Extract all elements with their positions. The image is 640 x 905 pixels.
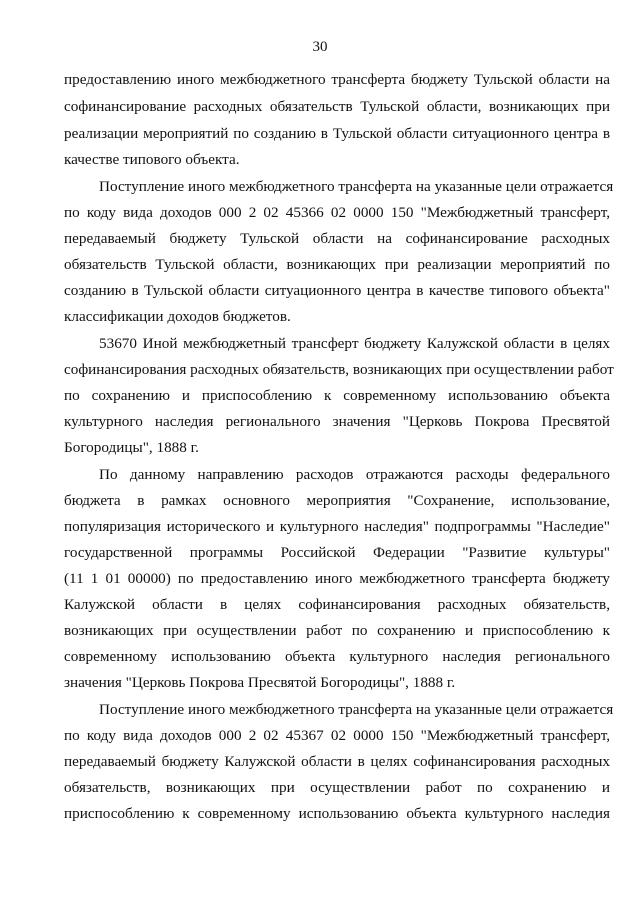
paragraph-line: предоставлению иного межбюджетного трансферта бюджету Тульской области на <box>64 71 610 88</box>
paragraph-line: приспособлению к современному использованию объекта культурного наследия <box>64 805 610 822</box>
paragraph-line: бюджета в рамках основного мероприятия "Сохранение, использование, <box>64 492 610 509</box>
paragraph-line: по коду вида доходов 000 2 02 45366 02 0000 150 "Межбюджетный трансферт, <box>64 204 610 221</box>
paragraph-line: значения "Церковь Покрова Пресвятой Богородицы", 1888 г. <box>64 674 456 691</box>
paragraph-line: передаваемый бюджету Тульской области на софинансирование расходных <box>64 230 610 247</box>
paragraph-line: Калужской области в целях софинансирования расходных обязательств, <box>64 596 610 613</box>
paragraph-line: 53670 Иной межбюджетный трансферт бюджету Калужской области в целях <box>99 335 610 352</box>
paragraph-line: реализации мероприятий по созданию в Тульской области ситуационного центра в <box>64 125 610 142</box>
paragraph-line: софинансирование расходных обязательств Тульской области, возникающих при <box>64 98 610 115</box>
paragraph-line: культурного наследия регионального значения "Церковь Покрова Пресвятой <box>64 413 610 430</box>
paragraph-line: софинансирования расходных обязательств, возникающих при осуществлении работ <box>64 361 614 378</box>
paragraph-line: передаваемый бюджету Калужской области в целях софинансирования расходных <box>64 753 610 770</box>
paragraph-line: обязательств Тульской области, возникающих при реализации мероприятий по <box>64 256 610 273</box>
paragraph-line: возникающих при осуществлении работ по сохранению и приспособлению к <box>64 622 610 639</box>
paragraph-line: Богородицы", 1888 г. <box>64 439 199 456</box>
paragraph-line: По данному направлению расходов отражаются расходы федерального <box>99 466 610 483</box>
paragraph-line: качестве типового объекта. <box>64 151 240 168</box>
paragraph-line: по сохранению и приспособлению к современному использованию объекта <box>64 387 610 404</box>
page-number: 30 <box>312 39 328 55</box>
paragraph-line: государственной программы Российской Федерации "Развитие культуры" <box>64 544 610 561</box>
paragraph-line: созданию в Тульской области ситуационного центра в качестве типового объекта" <box>64 282 610 299</box>
paragraph-line: Поступление иного межбюджетного трансферта на указанные цели отражается <box>99 178 614 195</box>
paragraph-line: классификации доходов бюджетов. <box>64 308 291 325</box>
paragraph-line: современному использованию объекта культурного наследия регионального <box>64 648 610 665</box>
paragraph-line: популяризация исторического и культурного наследия" подпрограммы "Наследие" <box>64 518 610 535</box>
paragraph-line: по коду вида доходов 000 2 02 45367 02 0000 150 "Межбюджетный трансферт, <box>64 727 610 744</box>
paragraph-line: (11 1 01 00000) по предоставлению иного межбюджетного трансферта бюджету <box>64 570 610 587</box>
paragraph-line: Поступление иного межбюджетного трансферта на указанные цели отражается <box>99 701 614 718</box>
paragraph-line: обязательств, возникающих при осуществлении работ по сохранению и <box>64 779 610 796</box>
